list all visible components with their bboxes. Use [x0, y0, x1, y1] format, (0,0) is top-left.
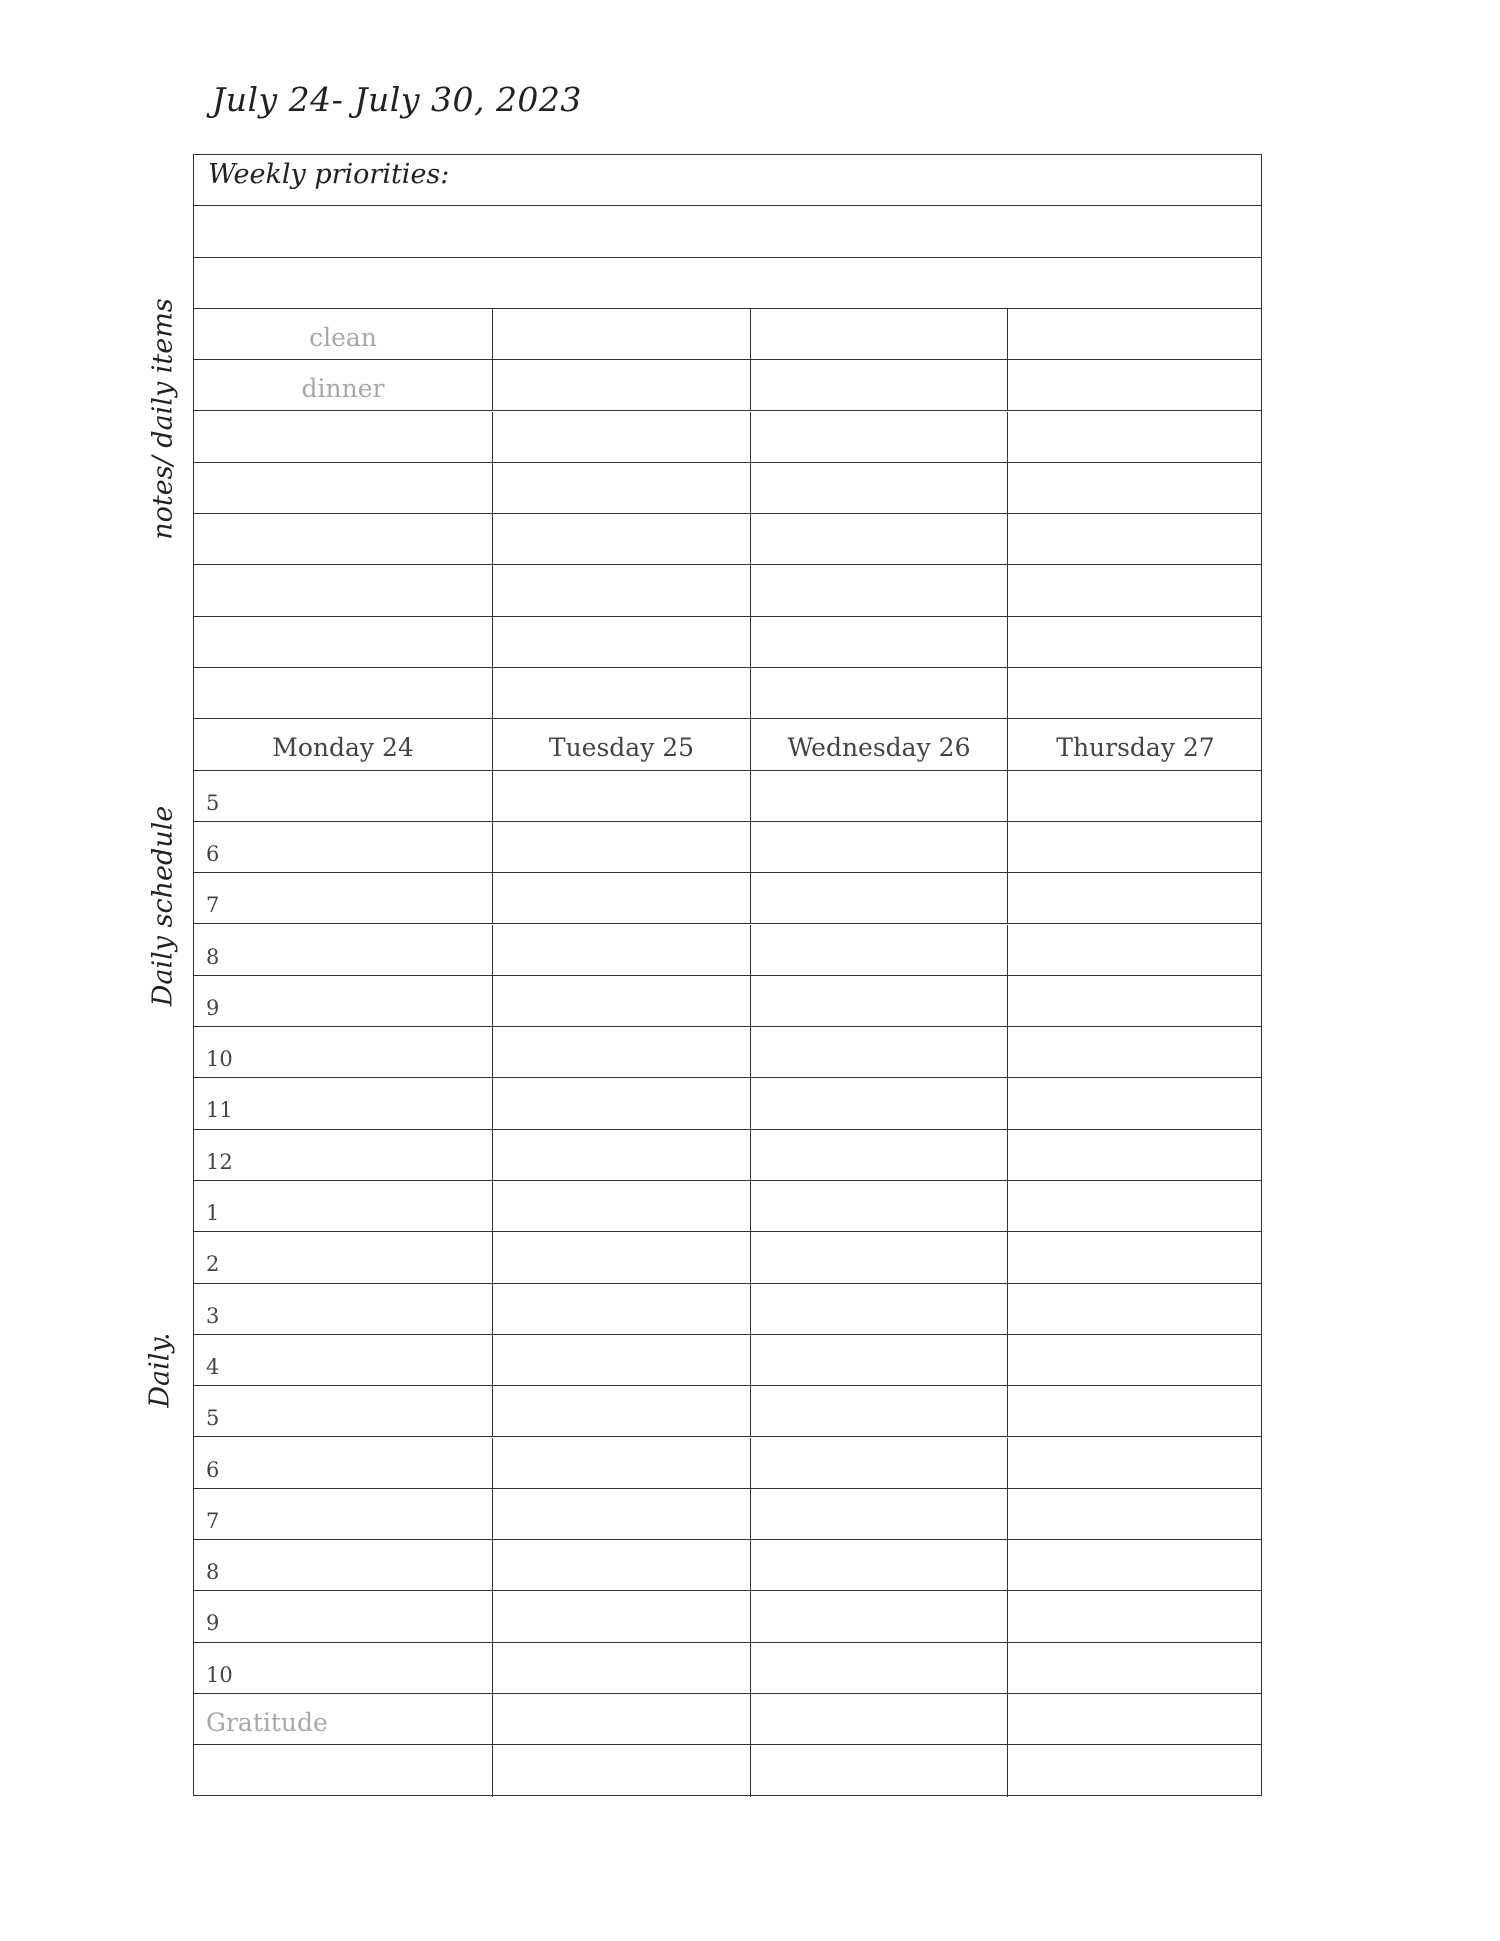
hour-row	[194, 1591, 1261, 1642]
hour-cell-3[interactable]	[750, 1591, 1007, 1641]
hour-cell-3[interactable]	[750, 1181, 1007, 1231]
final-cell-2[interactable]	[492, 1745, 750, 1796]
hour-cell-2[interactable]	[492, 1284, 750, 1334]
day-header-cell-2	[492, 719, 750, 769]
gratitude-cell-3[interactable]	[750, 1694, 1007, 1744]
notes-cell-4[interactable]	[1007, 463, 1263, 513]
hour-cell-1[interactable]	[194, 1027, 492, 1077]
hour-cell-1[interactable]	[194, 1591, 492, 1641]
hour-label: 6	[206, 1457, 220, 1482]
notes-cell-2[interactable]	[492, 412, 750, 462]
hour-cell-3[interactable]	[750, 1489, 1007, 1539]
hour-row	[194, 1181, 1261, 1232]
notes-cell-2[interactable]	[492, 668, 750, 718]
notes-row	[194, 412, 1261, 463]
hour-cell-3[interactable]	[750, 1335, 1007, 1385]
hour-cell-4[interactable]	[1007, 1643, 1263, 1693]
hour-cell-4[interactable]	[1007, 1438, 1263, 1488]
notes-row	[194, 565, 1261, 616]
notes-cell-3[interactable]	[750, 617, 1007, 667]
hour-cell-1[interactable]	[194, 925, 492, 975]
notes-cell-3[interactable]	[750, 309, 1007, 359]
priorities-label-row[interactable]	[194, 155, 1261, 206]
notes-cell-1[interactable]	[194, 565, 492, 615]
hour-cell-3[interactable]	[750, 1540, 1007, 1590]
notes-row	[194, 360, 1261, 411]
gratitude-label: Gratitude	[206, 1708, 328, 1737]
hour-label: 12	[206, 1149, 233, 1174]
hour-cell-1[interactable]	[194, 1130, 492, 1180]
notes-cell-1[interactable]	[194, 668, 492, 718]
hour-cell-3[interactable]	[750, 1284, 1007, 1334]
hour-cell-2[interactable]	[492, 1335, 750, 1385]
day-header-label: Monday 24	[272, 733, 414, 763]
hour-cell-1[interactable]	[194, 1540, 492, 1590]
hour-cell-1[interactable]	[194, 873, 492, 923]
notes-row	[194, 463, 1261, 514]
hour-row	[194, 1232, 1261, 1283]
hour-row	[194, 873, 1261, 924]
hour-row	[194, 1130, 1261, 1181]
hour-cell-2[interactable]	[492, 976, 750, 1026]
notes-cell-4[interactable]	[1007, 565, 1263, 615]
hour-cell-1[interactable]	[194, 976, 492, 1026]
hour-cell-3[interactable]	[750, 1078, 1007, 1128]
notes-cell-4[interactable]	[1007, 514, 1263, 564]
hour-row	[194, 771, 1261, 822]
hour-label: 5	[206, 790, 220, 815]
notes-row	[194, 514, 1261, 565]
notes-cell-1[interactable]	[194, 360, 492, 410]
hour-label: 11	[206, 1098, 233, 1123]
day-header-label: Tuesday 25	[548, 733, 695, 763]
hour-cell-2[interactable]	[492, 1181, 750, 1231]
hour-cell-3[interactable]	[750, 1386, 1007, 1436]
notes-cell-3[interactable]	[750, 668, 1007, 718]
hour-cell-1[interactable]	[194, 1078, 492, 1128]
hour-cell-2[interactable]	[492, 1540, 750, 1590]
hour-cell-3[interactable]	[750, 771, 1007, 821]
notes-row	[194, 617, 1261, 668]
notes-cell-4[interactable]	[1007, 668, 1263, 718]
hour-cell-1[interactable]	[194, 1232, 492, 1282]
notes-cell-2[interactable]	[492, 463, 750, 513]
hour-cell-1[interactable]	[194, 771, 492, 821]
gratitude-row	[194, 1694, 1261, 1745]
hour-cell-3[interactable]	[750, 1438, 1007, 1488]
hour-cell-3[interactable]	[750, 976, 1007, 1026]
hour-cell-4[interactable]	[1007, 1335, 1263, 1385]
hour-cell-2[interactable]	[492, 1438, 750, 1488]
hour-row	[194, 1540, 1261, 1591]
hour-cell-4[interactable]	[1007, 822, 1263, 872]
hour-cell-4[interactable]	[1007, 1130, 1263, 1180]
hour-label: 9	[206, 1611, 220, 1636]
notes-cell-1[interactable]	[194, 463, 492, 513]
week-title: July 24- July 30, 2023	[212, 80, 582, 119]
hour-label: 8	[206, 944, 220, 969]
hour-cell-2[interactable]	[492, 1232, 750, 1282]
hour-cell-2[interactable]	[492, 873, 750, 923]
hour-cell-1[interactable]	[194, 822, 492, 872]
hour-cell-2[interactable]	[492, 1386, 750, 1436]
hour-cell-1[interactable]	[194, 1438, 492, 1488]
notes-cell-3[interactable]	[750, 565, 1007, 615]
hour-cell-3[interactable]	[750, 822, 1007, 872]
hour-label: 9	[206, 995, 220, 1020]
hour-cell-3[interactable]	[750, 1643, 1007, 1693]
hour-row	[194, 976, 1261, 1027]
hour-cell-2[interactable]	[492, 1591, 750, 1641]
hour-row	[194, 1284, 1261, 1335]
hour-row	[194, 1643, 1261, 1694]
hour-label: 7	[206, 1508, 220, 1533]
priority-row[interactable]	[194, 258, 1261, 309]
day-header-cell-4	[1007, 719, 1263, 769]
hour-row	[194, 1386, 1261, 1437]
hour-label: 10	[206, 1662, 233, 1687]
hour-cell-4[interactable]	[1007, 976, 1263, 1026]
weekly-planner-grid	[193, 154, 1262, 1796]
hour-cell-4[interactable]	[1007, 1591, 1263, 1641]
hour-cell-2[interactable]	[492, 1643, 750, 1693]
hour-row	[194, 1489, 1261, 1540]
notes-cell-2[interactable]	[492, 360, 750, 410]
day-header-cell-3	[750, 719, 1007, 769]
gratitude-cell-1[interactable]	[194, 1694, 492, 1744]
note-item: dinner	[301, 374, 385, 404]
notes-cell-1[interactable]	[194, 309, 492, 359]
hour-cell-1[interactable]	[194, 1335, 492, 1385]
gratitude-cell-4[interactable]	[1007, 1694, 1263, 1744]
hour-cell-1[interactable]	[194, 1284, 492, 1334]
notes-cell-2[interactable]	[492, 617, 750, 667]
note-item: clean	[309, 322, 377, 352]
hour-cell-4[interactable]	[1007, 771, 1263, 821]
priority-row[interactable]	[194, 206, 1261, 257]
final-row	[194, 1745, 1261, 1796]
hour-cell-4[interactable]	[1007, 1489, 1263, 1539]
notes-cell-4[interactable]	[1007, 360, 1263, 410]
notes-row	[194, 668, 1261, 719]
day-header-label: Wednesday 26	[787, 733, 971, 763]
notes-cell-1[interactable]	[194, 514, 492, 564]
notes-cell-3[interactable]	[750, 463, 1007, 513]
notes-cell-3[interactable]	[750, 412, 1007, 462]
notes-cell-2[interactable]	[492, 514, 750, 564]
hour-cell-4[interactable]	[1007, 873, 1263, 923]
hour-cell-4[interactable]	[1007, 925, 1263, 975]
hour-cell-3[interactable]	[750, 925, 1007, 975]
hour-cell-3[interactable]	[750, 1027, 1007, 1077]
hour-cell-3[interactable]	[750, 873, 1007, 923]
hour-cell-4[interactable]	[1007, 1232, 1263, 1282]
notes-cell-4[interactable]	[1007, 309, 1263, 359]
hour-cell-2[interactable]	[492, 771, 750, 821]
notes-cell-2[interactable]	[492, 565, 750, 615]
hour-cell-2[interactable]	[492, 925, 750, 975]
notes-cell-3[interactable]	[750, 514, 1007, 564]
hour-cell-2[interactable]	[492, 822, 750, 872]
weekly-priorities-label: Weekly priorities:	[208, 159, 450, 190]
final-cell-3[interactable]	[750, 1745, 1007, 1796]
hour-label: 8	[206, 1560, 220, 1585]
hour-cell-4[interactable]	[1007, 1027, 1263, 1077]
hour-cell-1[interactable]	[194, 1386, 492, 1436]
day-header-label: Thursday 27	[1056, 733, 1215, 763]
hour-label: 2	[206, 1252, 220, 1277]
hour-cell-3[interactable]	[750, 1130, 1007, 1180]
notes-cell-1[interactable]	[194, 412, 492, 462]
notes-cell-2[interactable]	[492, 309, 750, 359]
hour-label: 7	[206, 893, 220, 918]
hour-row	[194, 822, 1261, 873]
hour-row	[194, 1335, 1261, 1386]
hour-row	[194, 1078, 1261, 1129]
hour-cell-4[interactable]	[1007, 1386, 1263, 1436]
hour-cell-2[interactable]	[492, 1489, 750, 1539]
gratitude-cell-2[interactable]	[492, 1694, 750, 1744]
hour-cell-3[interactable]	[750, 1232, 1007, 1282]
hour-cell-2[interactable]	[492, 1027, 750, 1077]
hour-row	[194, 1438, 1261, 1489]
hour-row	[194, 925, 1261, 976]
hour-label: 5	[206, 1406, 220, 1431]
hour-label: 4	[206, 1354, 220, 1379]
notes-cell-3[interactable]	[750, 360, 1007, 410]
hour-label: 1	[206, 1201, 220, 1225]
final-cell-4[interactable]	[1007, 1745, 1263, 1796]
hour-label: 6	[206, 841, 220, 866]
day-header-cell-1	[194, 719, 492, 769]
hour-cell-2[interactable]	[492, 1078, 750, 1128]
hour-cell-4[interactable]	[1007, 1181, 1263, 1231]
hour-cell-4[interactable]	[1007, 1540, 1263, 1590]
hour-cell-2[interactable]	[492, 1130, 750, 1180]
hour-row	[194, 1027, 1261, 1078]
notes-cell-1[interactable]	[194, 617, 492, 667]
notes-cell-4[interactable]	[1007, 412, 1263, 462]
hour-cell-1[interactable]	[194, 1181, 492, 1231]
hour-cell-1[interactable]	[194, 1643, 492, 1693]
hour-cell-4[interactable]	[1007, 1284, 1263, 1334]
hour-label: 3	[206, 1303, 220, 1328]
day-header-row	[194, 719, 1261, 770]
notes-cell-4[interactable]	[1007, 617, 1263, 667]
final-cell-1[interactable]	[194, 1745, 492, 1796]
notes-row	[194, 309, 1261, 360]
hour-cell-1[interactable]	[194, 1489, 492, 1539]
hour-label: 10	[206, 1047, 233, 1072]
hour-cell-4[interactable]	[1007, 1078, 1263, 1128]
